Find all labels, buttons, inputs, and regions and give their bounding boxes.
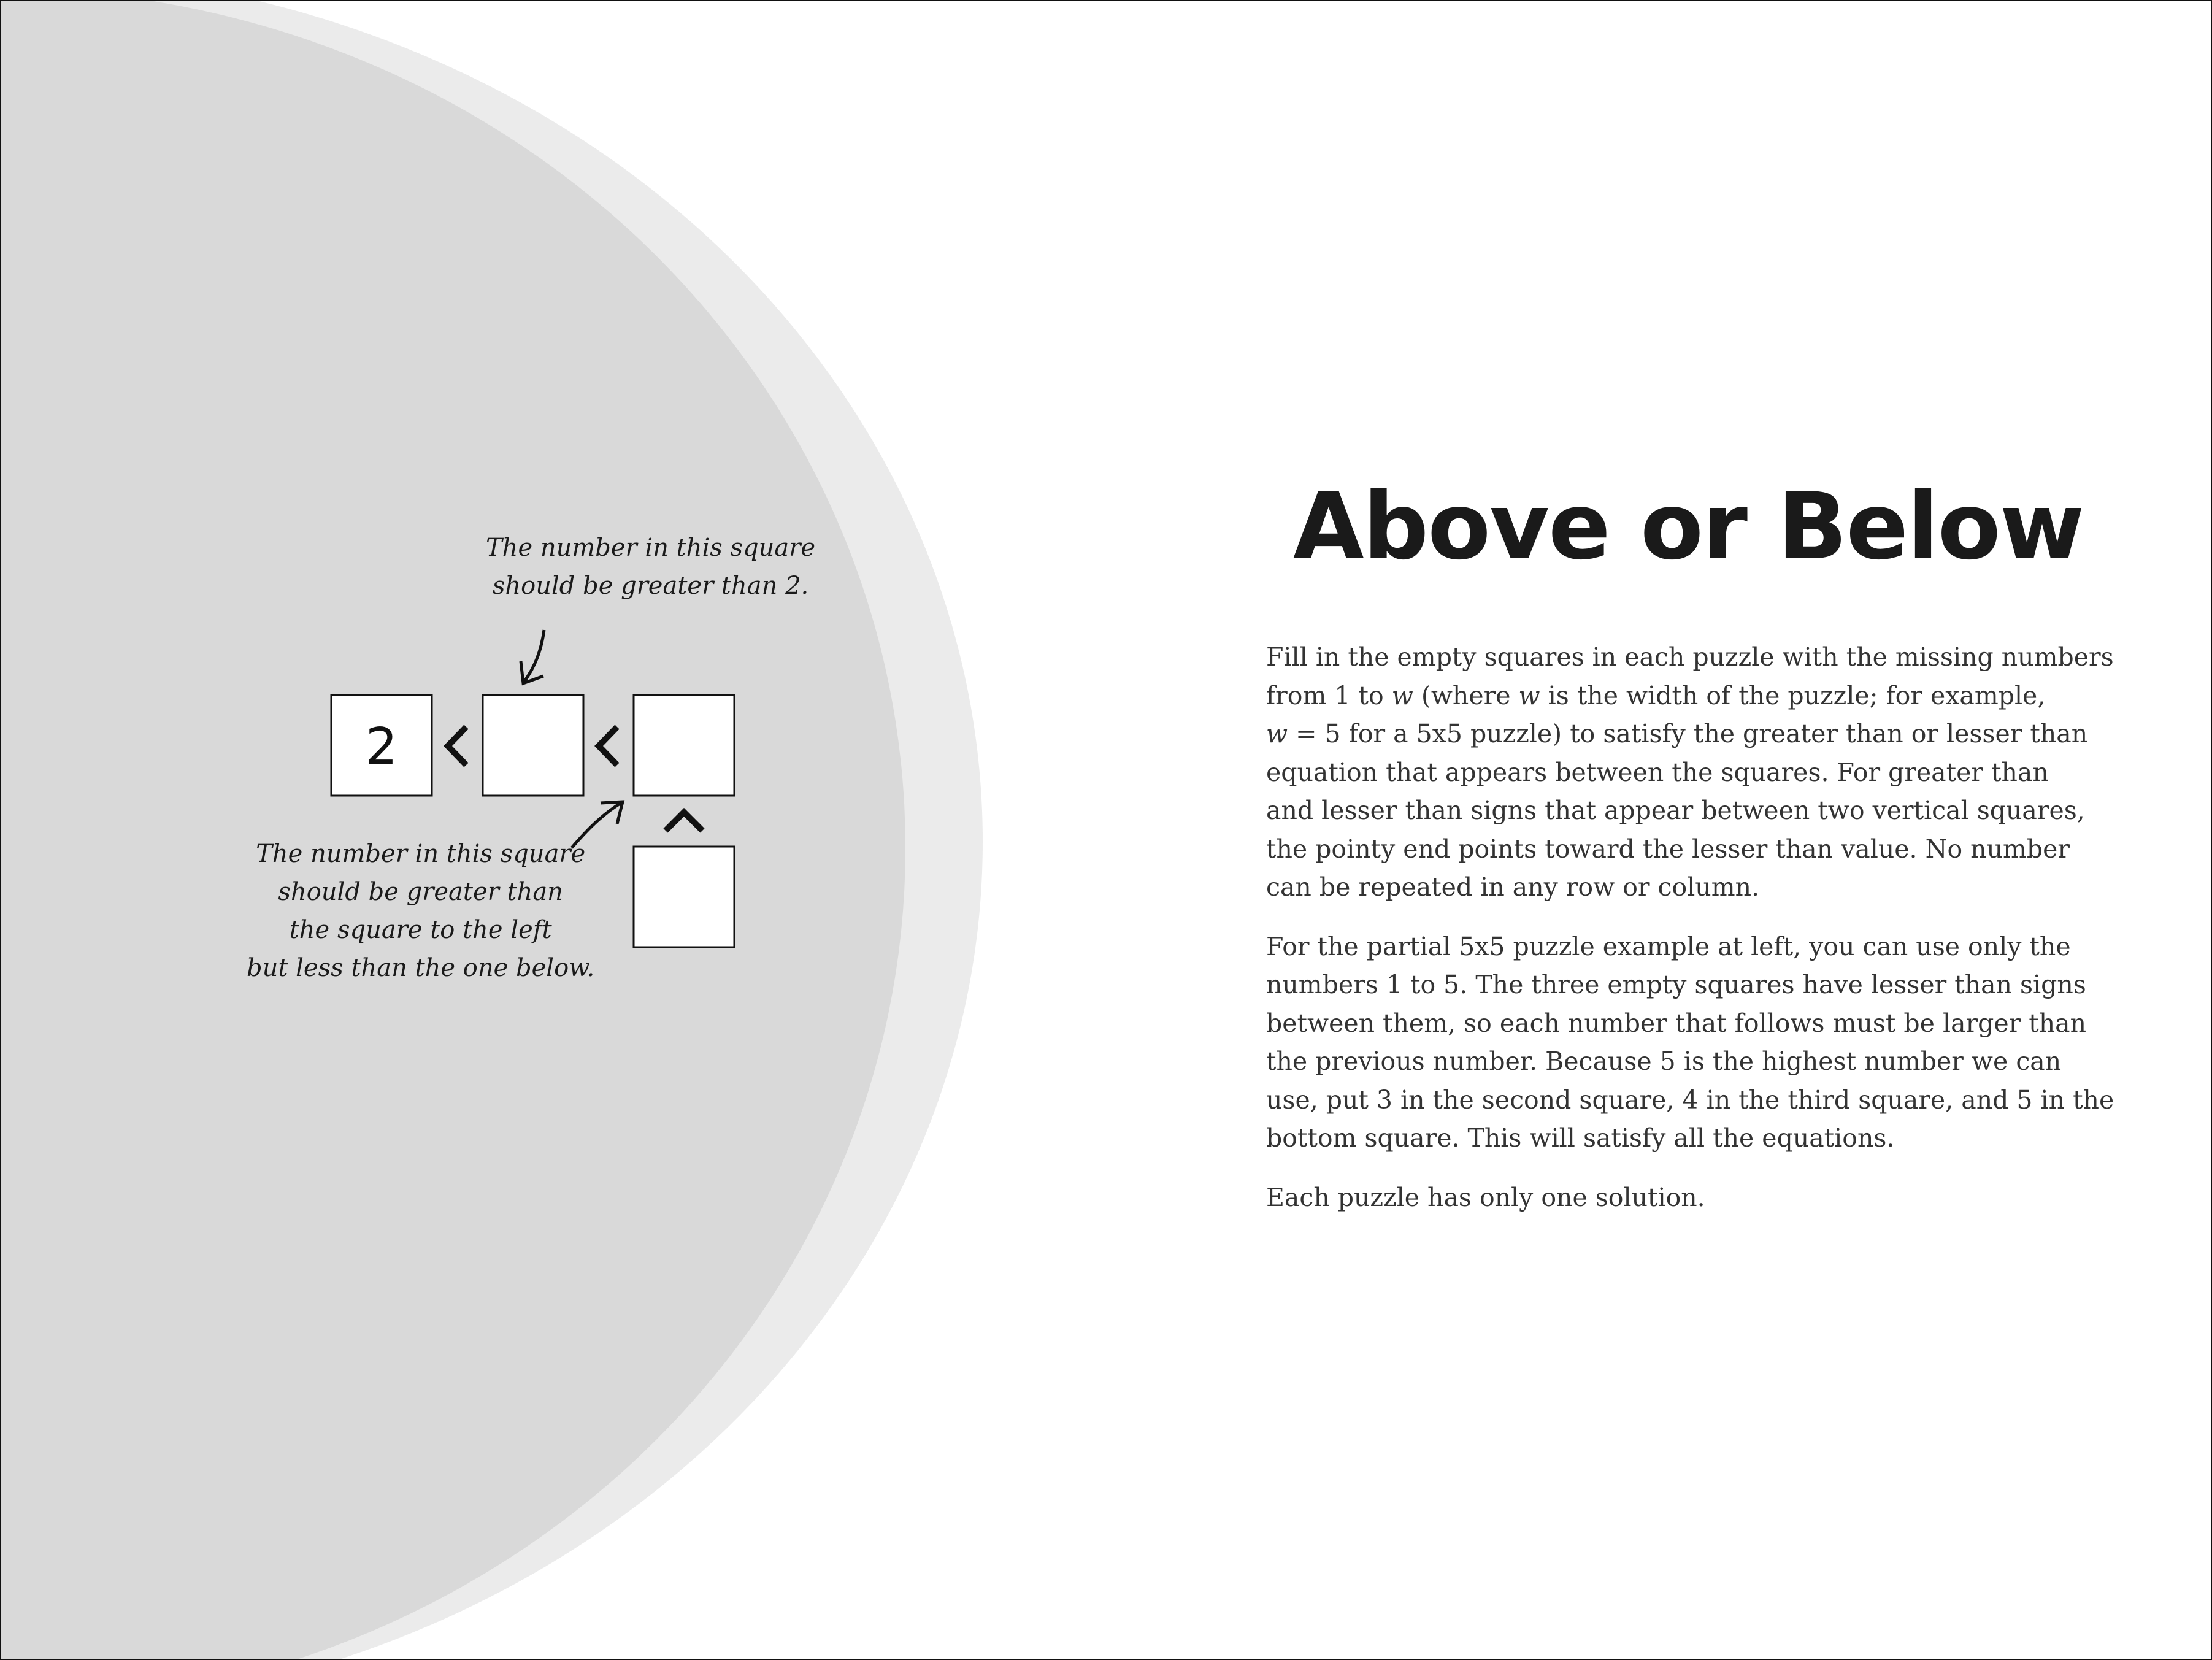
top-note (486, 529, 815, 605)
vertical-sign (666, 812, 702, 831)
p1-line-3 (1266, 715, 2131, 753)
p2-line-6: bottom square. This will satisfy all the equations. (1266, 1123, 1895, 1153)
cell-second (483, 695, 583, 796)
top-note-line-2: should be greater than 2. (492, 572, 809, 600)
p2-line-5: use, put 3 in the second square, 4 in the third square, and 5 in the (1266, 1085, 2114, 1115)
left-note-line-1: The number in this square (256, 840, 586, 868)
left-note-line-2: should be greater than (278, 878, 563, 906)
instructions-paragraph-1 (1266, 638, 2131, 907)
page-title: Above or Below (1292, 474, 2084, 580)
less-than-sign-2 (599, 727, 617, 765)
left-note-line-3: the square to the left (289, 916, 552, 944)
arrow-top-head (521, 661, 543, 683)
p2-line-2: numbers 1 to 5. The three empty squares have lesser than signs (1266, 970, 2086, 999)
arrow-top (524, 630, 544, 682)
p1-line-2-var-2: w (1518, 680, 1540, 710)
p1-line-7: can be repeated in any row or column. (1266, 872, 1760, 902)
p1-line-6: the pointy end points toward the lesser than value. No number (1266, 834, 2070, 864)
p2-line-1: For the partial 5x5 puzzle example at left, you can use only the (1266, 931, 2071, 961)
left-note-line-4: but less than the one below. (247, 954, 595, 982)
p1-line-2-b: (where (1413, 680, 1519, 710)
p1-line-1: Fill in the empty squares in each puzzle with the missing numbers (1266, 642, 2114, 672)
instructions-paragraph-3 (1266, 1178, 2131, 1217)
instructions-paragraph-2 (1266, 928, 2131, 1158)
p1-line-2-var-1: w (1391, 680, 1413, 710)
p1-line-4: equation that appears between the squares. For greater than (1266, 757, 2049, 787)
p2-line-4: the previous number. Because 5 is the highest number we can (1266, 1047, 2062, 1076)
top-note-line-1: The number in this square (486, 534, 816, 562)
p1-line-3-var: w (1266, 719, 1288, 748)
p2-line-3: between them, so each number that follows must be larger than (1266, 1008, 2087, 1038)
left-note (247, 835, 594, 987)
p1-line-5: and lesser than signs that appear between two vertical squares, (1266, 796, 2085, 825)
p1-line-2 (1266, 677, 2131, 715)
p1-line-2-c: is the width of the puzzle; for example, (1540, 680, 2046, 710)
instructions (1266, 638, 2131, 1237)
cell-bottom (634, 847, 734, 947)
p3-line-1: Each puzzle has only one solution. (1266, 1182, 1705, 1212)
given-number: 2 (365, 718, 398, 776)
less-than-sign-1 (448, 727, 466, 765)
p1-line-3-a: = 5 for a 5x5 puzzle) to satisfy the greater than or lesser than (1288, 719, 2088, 748)
cell-third (634, 695, 734, 796)
p1-line-2-a: from 1 to (1266, 680, 1392, 710)
